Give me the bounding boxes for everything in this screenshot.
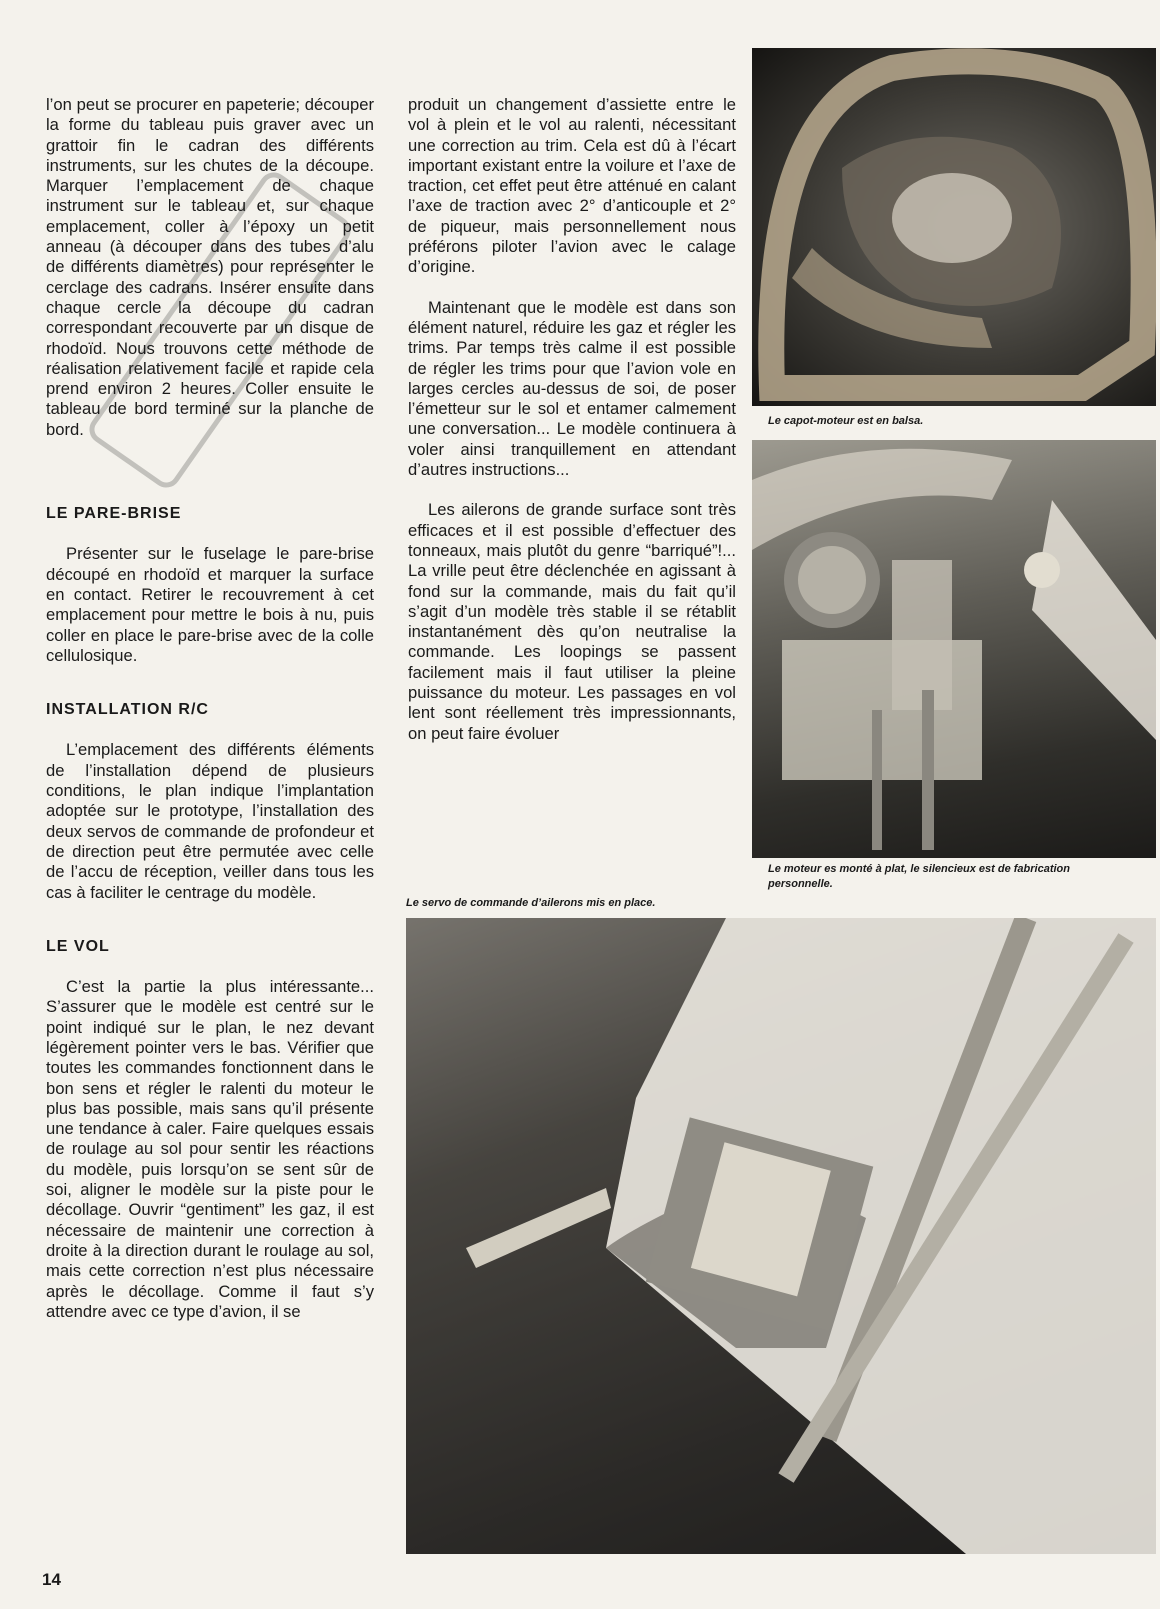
paragraph: produit un changement d’assiette entre le vol à plein et le vol au ralenti, nécessitant une correction au trim. Cela est dû à l’écart important existant entre la voilure et l’axe de traction, cet effet peut être atténué en calant l’axe de traction avec 2° d’anticouple et 2° de piqueur, mais personnellement nous préférons piloter l’avion avec le calage d’origine. — [408, 95, 736, 277]
paragraph: l’on peut se procurer en papeterie; découper la forme du tableau puis graver avec un grattoir fin le cadran des différents instruments, sur les chutes de la découpe. Marquer l’emplacement de chaque instrument sur le tableau et, sur chaque emplacement, coller à l’époxy un petit anneau (à découper dans des tubes d’alu de différents diamètres) pour représenter le cerclage des cadrans. Insérer ensuite dans chaque cercle la découpe du cadran correspondant recouverte par un disque de rhodoïd. Nous trouvons cette méthode de réalisation relativement facile et rapide cela prend environ 2 heures. Coller ensuite le tableau de bord terminé sur la planche de bord. — [46, 95, 374, 439]
section-heading-le-vol: LE VOL — [46, 937, 110, 955]
section-heading-installation-rc: INSTALLATION R/C — [46, 701, 209, 719]
page-number: 14 — [42, 1570, 61, 1589]
photo-engine-cowl — [752, 48, 1156, 406]
section-heading-pare-brise: LE PARE-BRISE — [46, 505, 182, 523]
caption-engine-mount: Le moteur es monté à plat, le silencieux est de fabrication personnelle. — [768, 863, 1070, 890]
paragraph: L’emplacement des différents éléments de l’installation dépend de plusieurs conditions, le plan indique l’implantation adoptée sur le prototype, l’installation des deux servos de commande de profondeur et de direction peut être permutée avec celle de l’accu de réception, veiller dans tous les cas à faciliter le centrage du modèle. — [46, 740, 374, 902]
caption-aileron-servo: Le servo de commande d’ailerons mis en place. — [406, 897, 656, 909]
text-column-middle — [408, 95, 736, 764]
paragraph: Présenter sur le fuselage le pare-brise découpé en rhodoïd et marquer la surface en contact. Retirer le recouvrement à cet emplacement pour mettre le bois à nu, puis coller en place le pare-brise avec de la colle cellulosique. — [46, 544, 374, 665]
text-column-left — [46, 95, 374, 1342]
paragraph: C’est la partie la plus intéressante... S’assurer que le modèle est centré sur le point indiqué sur le plan, le nez devant légèrement pointer vers le bas. Vérifier que toutes les commandes fonctionnent dans le bon sens et régler le ralenti du moteur le plus bas possible, mais sans qu’il présente une tendance à caler. Faire quelques essais de roulage au sol pour sentir les réactions du modèle, puis lorsqu’on se sent sûr de soi, aligner le modèle sur la piste pour le décollage. Ouvrir “gentiment” les gaz, il est nécessaire de maintenir une correction à droite à la direction durant le roulage au sol, mais cette correction n’est plus nécessaire après le décollage. Comme il faut s’y attendre avec ce type d’avion, il se — [46, 977, 374, 1321]
paragraph: Maintenant que le modèle est dans son élément naturel, réduire les gaz et régler les trims. Par temps très calme il est possible de régler les trims pour que l’avion vole en larges cercles au-dessus de soi, de poser l’émetteur sur le sol et entamer calmement une conversation... Le modèle continuera à voler ainsi tranquillement en attendant d’autres instructions... — [408, 297, 736, 480]
paragraph: Les ailerons de grande surface sont très efficaces et il est possible d’effectuer des tonneaux, mais plutôt du genre “barriqué”!... La vrille peut être déclenchée en agissant à fond sur la commande, mais du fait qu’il s’agit d’un modèle très stable il se rétablit instantanément dès qu’on neutralise la commande. Les loopings se passent facilement mais il faut utiliser la pleine puissance du moteur. Les passages en vol lent sont réellement très impressionnants, on peut faire évoluer — [408, 500, 736, 743]
photo-aileron-servo — [406, 918, 1156, 1554]
photo-engine-mount — [752, 440, 1156, 858]
caption-engine-cowl: Le capot-moteur est en balsa. — [768, 415, 924, 427]
